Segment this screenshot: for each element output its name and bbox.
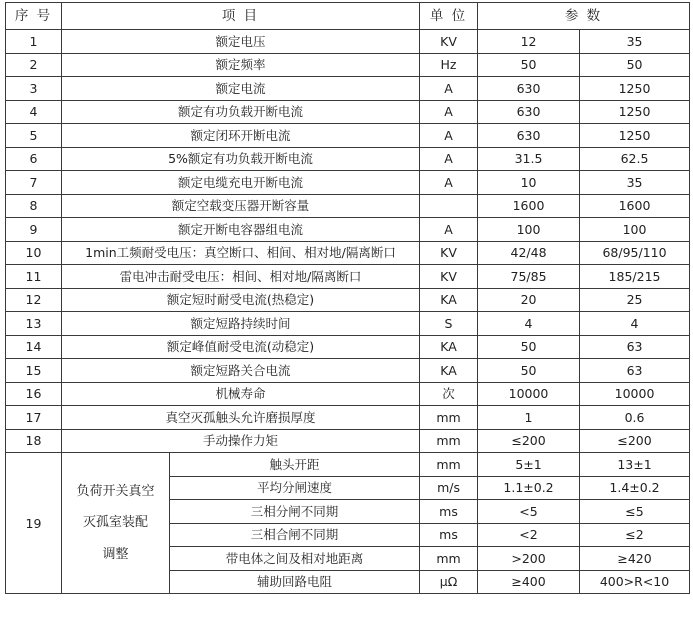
row-item: 额定闭环开断电流 (62, 124, 420, 148)
row-value-2: 1250 (580, 100, 690, 124)
row-value-2: 1250 (580, 77, 690, 101)
group-label-line: 灭孤室装配 (82, 515, 148, 531)
table-row (6, 124, 690, 148)
table-row (6, 77, 690, 101)
row-value-2: 4 (580, 312, 690, 336)
table-row (6, 218, 690, 242)
row-value-2: 50 (580, 53, 690, 77)
row-value-1: 630 (478, 100, 580, 124)
row-unit: KV (420, 265, 478, 289)
table-row (6, 194, 690, 218)
row-value-1: 10000 (478, 382, 580, 406)
row-item: 手动操作力矩 (62, 429, 420, 453)
sub-item: 三相分闸不同期 (170, 500, 420, 524)
row-item: 额定有功负载开断电流 (62, 100, 420, 124)
row-value-1: 10 (478, 171, 580, 195)
sub-value-1: 5±1 (478, 453, 580, 477)
row-unit: A (420, 218, 478, 242)
row-value-1: 1600 (478, 194, 580, 218)
group-label-line: 负荷开关真空 (76, 484, 155, 500)
row-item: 额定电流 (62, 77, 420, 101)
table-row (6, 382, 690, 406)
row-value-2: 185/215 (580, 265, 690, 289)
row-value-2: ≤200 (580, 429, 690, 453)
sub-unit: mm (420, 547, 478, 571)
row-value-2: 1250 (580, 124, 690, 148)
row-unit: mm (420, 406, 478, 430)
row-no: 15 (6, 359, 62, 383)
sub-value-1: >200 (478, 547, 580, 571)
row-value-1: 1 (478, 406, 580, 430)
row-value-2: 35 (580, 30, 690, 54)
row-no: 11 (6, 265, 62, 289)
row-no: 12 (6, 288, 62, 312)
table-row (6, 288, 690, 312)
row-no: 13 (6, 312, 62, 336)
sub-item: 三相合闸不同期 (170, 523, 420, 547)
sub-value-1: <5 (478, 500, 580, 524)
sub-unit: ms (420, 500, 478, 524)
sub-value-2: 400>R<10 (580, 570, 690, 594)
row-no: 2 (6, 53, 62, 77)
group-label-line: 调整 (102, 546, 129, 562)
row-value-1: 50 (478, 335, 580, 359)
sub-unit: ms (420, 523, 478, 547)
row-value-1: 50 (478, 53, 580, 77)
row-no: 4 (6, 100, 62, 124)
row-value-1: 100 (478, 218, 580, 242)
row-no: 14 (6, 335, 62, 359)
table-row (6, 359, 690, 383)
group-label (62, 453, 170, 594)
group-no: 19 (6, 453, 62, 594)
row-no: 6 (6, 147, 62, 171)
row-unit: mm (420, 429, 478, 453)
row-unit: KA (420, 335, 478, 359)
row-unit: A (420, 77, 478, 101)
row-value-2: 25 (580, 288, 690, 312)
sub-unit: μΩ (420, 570, 478, 594)
table-row (6, 335, 690, 359)
table-row (6, 147, 690, 171)
header-unit: 单 位 (420, 3, 478, 30)
row-value-2: 1600 (580, 194, 690, 218)
row-no: 9 (6, 218, 62, 242)
sub-value-2: 1.4±0.2 (580, 476, 690, 500)
sub-item: 触头开距 (170, 453, 420, 477)
sub-item: 辅助回路电阻 (170, 570, 420, 594)
row-item: 额定电缆充电开断电流 (62, 171, 420, 195)
row-value-2: 10000 (580, 382, 690, 406)
sub-value-2: ≤2 (580, 523, 690, 547)
row-no: 3 (6, 77, 62, 101)
row-value-1: ≤200 (478, 429, 580, 453)
row-value-1: 20 (478, 288, 580, 312)
row-value-1: 630 (478, 77, 580, 101)
table-row (6, 53, 690, 77)
row-value-1: 4 (478, 312, 580, 336)
row-item: 真空灭孤触头允许磨损厚度 (62, 406, 420, 430)
row-value-2: 63 (580, 359, 690, 383)
sub-value-1: <2 (478, 523, 580, 547)
sub-item: 平均分闸速度 (170, 476, 420, 500)
table-row (6, 100, 690, 124)
row-item: 额定峰值耐受电流(动稳定) (62, 335, 420, 359)
table-row (6, 171, 690, 195)
row-unit: A (420, 147, 478, 171)
table-row (6, 30, 690, 54)
row-item: 额定空载变压器开断容量 (62, 194, 420, 218)
row-item: 雷电冲击耐受电压：相间、相对地/隔离断口 (62, 265, 420, 289)
row-unit: KA (420, 359, 478, 383)
row-no: 1 (6, 30, 62, 54)
row-value-1: 630 (478, 124, 580, 148)
row-unit: KV (420, 30, 478, 54)
group-row (6, 453, 690, 477)
row-unit: 次 (420, 382, 478, 406)
sub-value-2: ≤5 (580, 500, 690, 524)
row-value-1: 31.5 (478, 147, 580, 171)
header-params: 参 数 (478, 3, 690, 30)
row-no: 18 (6, 429, 62, 453)
sub-value-2: ≥420 (580, 547, 690, 571)
row-value-1: 42/48 (478, 241, 580, 265)
row-no: 8 (6, 194, 62, 218)
row-value-1: 12 (478, 30, 580, 54)
row-unit: A (420, 124, 478, 148)
row-item: 额定频率 (62, 53, 420, 77)
row-no: 7 (6, 171, 62, 195)
table-row (6, 241, 690, 265)
row-item: 额定短时耐受电流(热稳定) (62, 288, 420, 312)
row-unit: A (420, 171, 478, 195)
row-value-2: 35 (580, 171, 690, 195)
sub-unit: m/s (420, 476, 478, 500)
row-item: 5%额定有功负载开断电流 (62, 147, 420, 171)
row-no: 5 (6, 124, 62, 148)
sub-value-1: ≥400 (478, 570, 580, 594)
sub-item: 带电体之间及相对地距离 (170, 547, 420, 571)
sub-value-2: 13±1 (580, 453, 690, 477)
header-item: 项 目 (62, 3, 420, 30)
row-value-2: 0.6 (580, 406, 690, 430)
row-value-1: 75/85 (478, 265, 580, 289)
row-value-2: 63 (580, 335, 690, 359)
row-unit: A (420, 100, 478, 124)
header-no: 序 号 (6, 3, 62, 30)
row-unit: KA (420, 288, 478, 312)
table-row (6, 429, 690, 453)
row-value-1: 50 (478, 359, 580, 383)
table-row (6, 312, 690, 336)
table-row (6, 406, 690, 430)
sub-unit: mm (420, 453, 478, 477)
row-item: 机械寿命 (62, 382, 420, 406)
row-item: 额定电压 (62, 30, 420, 54)
row-unit (420, 194, 478, 218)
row-no: 10 (6, 241, 62, 265)
header-row (6, 3, 690, 30)
row-item: 1min工频耐受电压：真空断口、相间、相对地/隔离断口 (62, 241, 420, 265)
sub-value-1: 1.1±0.2 (478, 476, 580, 500)
row-no: 16 (6, 382, 62, 406)
table-row (6, 265, 690, 289)
row-unit: Hz (420, 53, 478, 77)
row-no: 17 (6, 406, 62, 430)
row-item: 额定短路关合电流 (62, 359, 420, 383)
spec-table (5, 2, 690, 594)
row-value-2: 62.5 (580, 147, 690, 171)
row-unit: S (420, 312, 478, 336)
row-value-2: 100 (580, 218, 690, 242)
spec-table-container (5, 2, 690, 594)
row-item: 额定短路持续时间 (62, 312, 420, 336)
row-item: 额定开断电容器组电流 (62, 218, 420, 242)
row-value-2: 68/95/110 (580, 241, 690, 265)
row-unit: KV (420, 241, 478, 265)
